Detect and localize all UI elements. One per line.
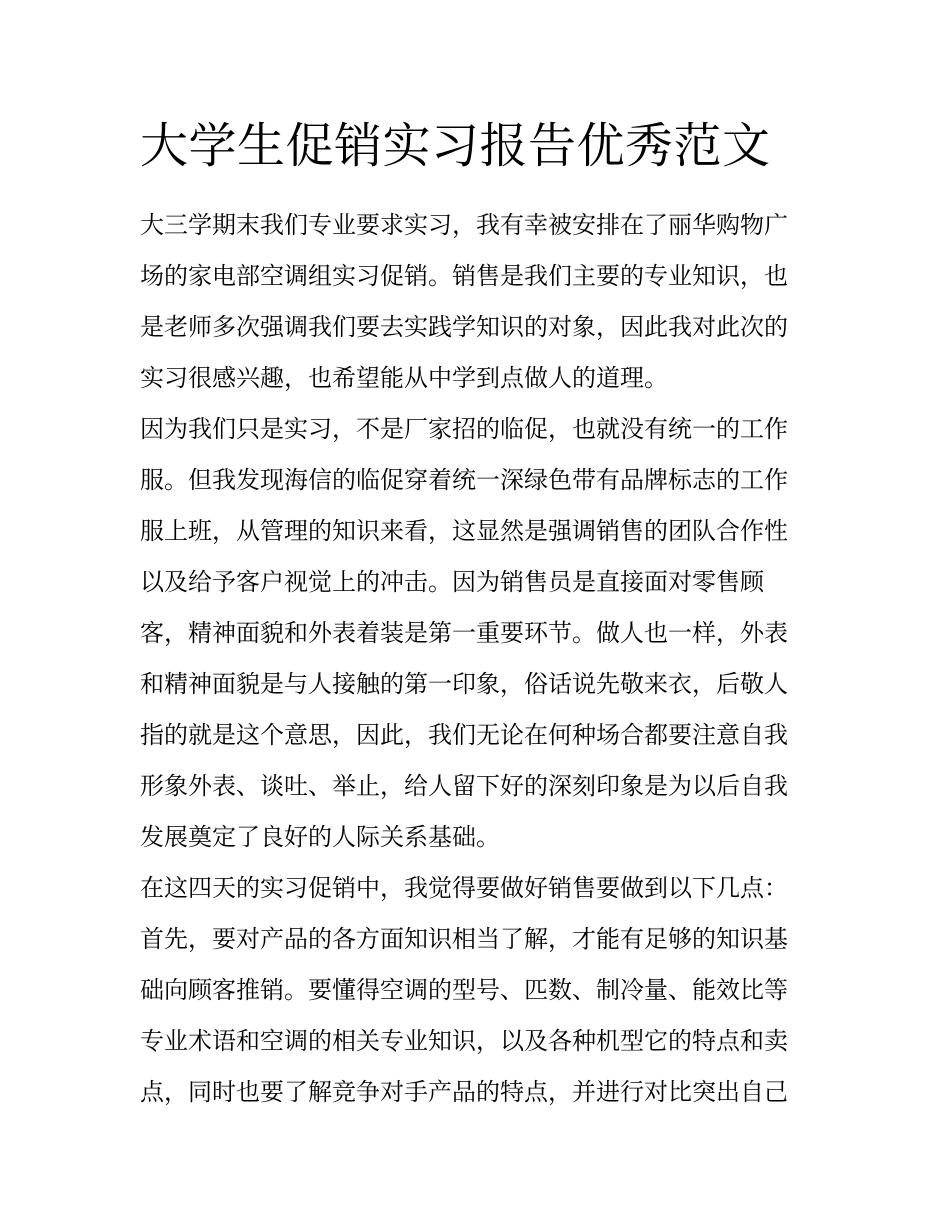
text-line: 场的家电部空调组实习促销。销售是我们主要的专业知识，也	[140, 262, 788, 290]
text-line: 是老师多次强调我们要去实践学知识的对象，因此我对此次的	[140, 313, 788, 341]
text-line: 发展奠定了良好的人际关系基础。	[140, 823, 500, 851]
text-line: 和精神面貌是与人接触的第一印象，俗话说先敬来衣，后敬人	[140, 670, 788, 698]
text-line: 础向顾客推销。要懂得空调的型号、匹数、制冷量、能效比等	[140, 976, 788, 1004]
text-line: 大三学期末我们专业要求实习，我有幸被安排在了丽华购物广	[140, 211, 788, 239]
text-line: 服。但我发现海信的临促穿着统一深绿色带有品牌标志的工作	[140, 466, 788, 494]
document-body	[140, 200, 812, 1118]
text-line: 以及给予客户视觉上的冲击。因为销售员是直接面对零售顾	[140, 568, 764, 596]
text-line: 因为我们只是实习，不是厂家招的临促，也就没有统一的工作	[140, 415, 788, 443]
text-line: 首先，要对产品的各方面知识相当了解，才能有足够的知识基	[140, 925, 788, 953]
text-line: 指的就是这个意思，因此，我们无论在何种场合都要注意自我	[140, 721, 788, 749]
document-title: 大学生促销实习报告优秀范文	[140, 118, 771, 174]
text-line: 点，同时也要了解竞争对手产品的特点，并进行对比突出自己	[140, 1078, 788, 1106]
text-line: 实习很感兴趣，也希望能从中学到点做人的道理。	[140, 364, 668, 392]
text-line: 在这四天的实习促销中，我觉得要做好销售要做到以下几点：	[140, 874, 788, 902]
text-line: 服上班，从管理的知识来看，这显然是强调销售的团队合作性	[140, 517, 788, 545]
text-line: 形象外表、谈吐、举止，给人留下好的深刻印象是为以后自我	[140, 772, 788, 800]
text-line: 专业术语和空调的相关专业知识，以及各种机型它的特点和卖	[140, 1027, 788, 1055]
text-line: 客，精神面貌和外表着装是第一重要环节。做人也一样，外表	[140, 619, 788, 647]
